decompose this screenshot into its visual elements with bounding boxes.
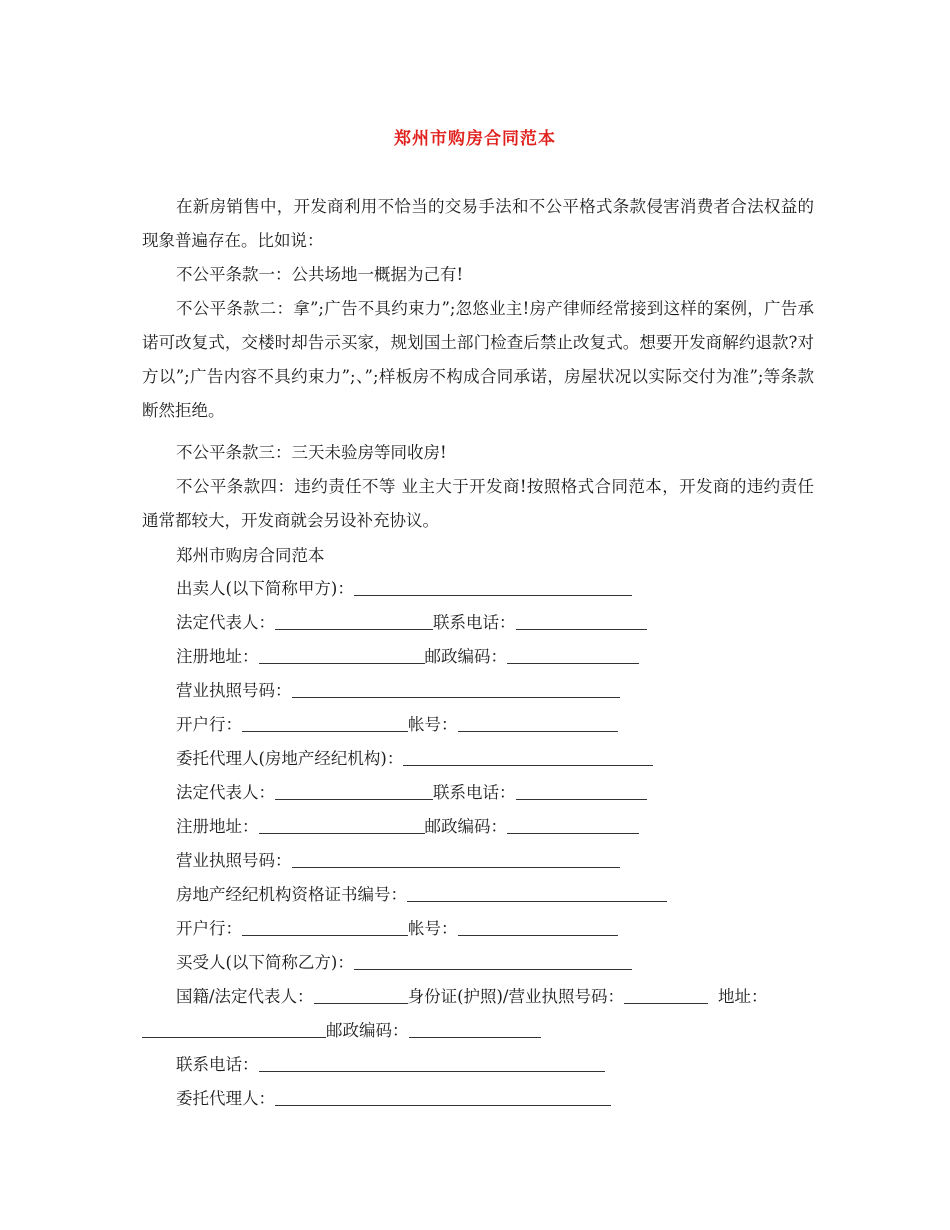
nationality-blank[interactable] (314, 985, 408, 1004)
buyer-blank[interactable] (354, 951, 632, 970)
seller-label: 出卖人(以下简称甲方)： (176, 579, 354, 598)
agent-bank-row (176, 917, 618, 941)
phone-blank[interactable] (516, 781, 647, 800)
agent-label: 委托代理人： (176, 1089, 275, 1108)
legal-rep-label: 法定代表人： (176, 783, 275, 802)
buyer-phone-blank[interactable] (259, 1053, 605, 1072)
intro-paragraph-3: 不公平条款二：拿”;广告不具约束力”;忽悠业主!房产律师经常接到这样的案例，广告承诺可改复式，交楼时却告示买家，规划国土部门检查后禁止改复式。想要开发商解约退款?对方以”;广告内容不具约束力”;、”;样板房不构成合同承诺，房屋状况以实际交付为准”;等条款断然拒绝。 (142, 299, 814, 420)
license-blank[interactable] (292, 679, 620, 698)
agent-cert-label: 房地产经纪机构资格证书编号： (176, 885, 407, 904)
intro-paragraph-2: 不公平条款一：公共场地一概据为己有! (176, 265, 464, 284)
agent-org-label: 委托代理人(房地产经纪机构)： (176, 749, 404, 768)
seller-blank[interactable] (354, 577, 632, 596)
seller-bank-row (176, 713, 618, 737)
postcode-blank[interactable] (409, 1019, 541, 1038)
contract-heading: 郑州市购房合同范本 (176, 546, 325, 565)
intro-paragraph-4: 不公平条款三：三天未验房等同收房! (176, 443, 447, 462)
agent-cert-blank[interactable] (407, 883, 667, 902)
reg-addr-label: 注册地址： (176, 817, 259, 836)
buyer-label: 买受人(以下简称乙方)： (176, 953, 354, 972)
intro-paragraph-1: 在新房销售中，开发商利用不恰当的交易手法和不公平格式条款侵害消费者合法权益的现象普遍存在。比如说： (142, 197, 814, 250)
seller-legal-rep-row (176, 611, 647, 635)
bank-blank[interactable] (242, 713, 408, 732)
agent-legal-rep-row (176, 781, 647, 805)
postcode-blank[interactable] (507, 645, 639, 664)
buyer-phone-label: 联系电话： (176, 1055, 259, 1074)
phone-label: 联系电话： (433, 613, 516, 632)
agent-org-blank[interactable] (403, 747, 653, 766)
phone-label: 联系电话： (433, 783, 516, 802)
license-label: 营业执照号码： (176, 851, 292, 870)
bank-label: 开户行： (176, 715, 242, 734)
reg-addr-blank[interactable] (259, 815, 425, 834)
address-blank[interactable] (142, 1019, 326, 1038)
license-label: 营业执照号码： (176, 681, 292, 700)
postcode-label: 邮政编码： (326, 1021, 409, 1040)
buyer-row (176, 951, 632, 975)
legal-rep-blank[interactable] (275, 611, 433, 630)
bank-label: 开户行： (176, 919, 242, 938)
seller-address-row (176, 645, 639, 669)
agent-license-row (176, 849, 620, 873)
account-blank[interactable] (458, 713, 618, 732)
license-blank[interactable] (292, 849, 620, 868)
agent-cert-row (176, 883, 667, 907)
postcode-label: 邮政编码： (424, 647, 507, 666)
agent-org-row (176, 747, 653, 771)
intro-paragraph-5: 不公平条款四：违约责任不等 业主大于开发商!按照格式合同范本，开发商的违约责任通常都较大，开发商就会另设补充协议。 (142, 477, 814, 530)
phone-blank[interactable] (516, 611, 647, 630)
legal-rep-label: 法定代表人： (176, 613, 275, 632)
nationality-label: 国籍/法定代表人： (176, 987, 314, 1006)
reg-addr-label: 注册地址： (176, 647, 259, 666)
buyer-address-row (142, 1019, 541, 1043)
buyer-nationality-row (176, 985, 768, 1009)
postcode-label: 邮政编码： (424, 817, 507, 836)
document-title: 郑州市购房合同范本 (394, 129, 556, 149)
account-label: 帐号： (408, 919, 458, 938)
buyer-agent-row (176, 1087, 611, 1111)
agent-address-row (176, 815, 639, 839)
account-label: 帐号： (408, 715, 458, 734)
buyer-phone-row (176, 1053, 605, 1077)
address-label: 地址： (718, 987, 768, 1006)
seller-row (176, 577, 632, 601)
legal-rep-blank[interactable] (275, 781, 433, 800)
seller-license-row (176, 679, 620, 703)
postcode-blank[interactable] (507, 815, 639, 834)
id-card-label: 身份证(护照)/营业执照号码： (407, 987, 624, 1006)
bank-blank[interactable] (242, 917, 408, 936)
id-card-blank[interactable] (624, 985, 708, 1004)
account-blank[interactable] (458, 917, 618, 936)
agent-blank[interactable] (275, 1087, 611, 1106)
reg-addr-blank[interactable] (259, 645, 425, 664)
